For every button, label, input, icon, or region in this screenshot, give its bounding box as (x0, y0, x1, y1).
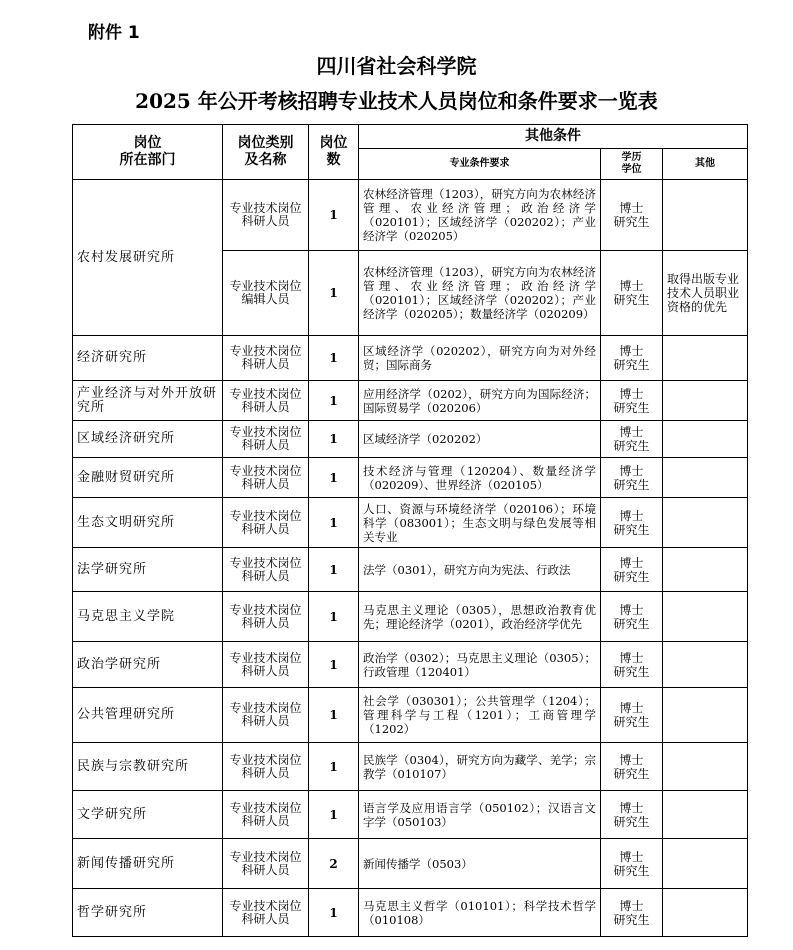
dept-cell: 民族与宗教研究所 (73, 743, 223, 791)
education-cell: 博士 研究生 (601, 791, 663, 839)
count-cell: 1 (309, 336, 359, 381)
positions-table (72, 124, 748, 937)
requirement-cell: 技术经济与管理（120204）、数量经济学（020209）、世界经济（020105） (359, 458, 601, 498)
category-cell: 专业技术岗位编辑人员 (223, 251, 309, 336)
other-cell (663, 688, 748, 743)
count-cell: 1 (309, 688, 359, 743)
document-title: 四川省社会科学院 (316, 54, 477, 78)
category-cell: 专业技术岗位科研人员 (223, 839, 309, 889)
count-cell: 2 (309, 839, 359, 889)
requirement-cell: 社会学（030301）；公共管理学（1204）；管理科学与工程（1201）；工商管理学（1202） (359, 688, 601, 743)
dept-cell: 公共管理研究所 (73, 688, 223, 743)
other-cell (663, 743, 748, 791)
table-row (73, 421, 748, 458)
other-cell (663, 381, 748, 421)
count-cell: 1 (309, 180, 359, 251)
requirement-cell: 应用经济学（0202），研究方向为国际经济；国际贸易学（020206） (359, 381, 601, 421)
table-row (73, 180, 748, 251)
requirement-cell: 新闻传播学（0503） (359, 839, 601, 889)
count-cell: 1 (309, 743, 359, 791)
dept-cell: 政治学研究所 (73, 642, 223, 688)
education-cell: 博士 研究生 (601, 839, 663, 889)
education-cell: 博士 研究生 (601, 381, 663, 421)
other-cell (663, 498, 748, 548)
other-cell (663, 180, 748, 251)
category-cell: 专业技术岗位科研人员 (223, 180, 309, 251)
requirement-cell: 区域经济学（020202） (359, 421, 601, 458)
other-cell (663, 458, 748, 498)
requirement-cell: 民族学（0304），研究方向为藏学、羌学；宗教学（010107） (359, 743, 601, 791)
dept-cell: 哲学研究所 (73, 889, 223, 937)
category-cell: 专业技术岗位科研人员 (223, 421, 309, 458)
education-cell: 博士 研究生 (601, 642, 663, 688)
education-cell: 博士 研究生 (601, 743, 663, 791)
table-row (73, 889, 748, 937)
document-subtitle: 2025 年公开考核招聘专业技术人员岗位和条件要求一览表 (135, 89, 658, 113)
education-cell: 博士 研究生 (601, 548, 663, 592)
education-cell: 博士 研究生 (601, 180, 663, 251)
header-other: 其他 (663, 149, 748, 180)
category-cell: 专业技术岗位科研人员 (223, 791, 309, 839)
table-row (73, 743, 748, 791)
count-cell: 1 (309, 592, 359, 642)
education-cell: 博士 研究生 (601, 251, 663, 336)
requirement-cell: 政治学（0302）；马克思主义理论（0305）；行政管理（120401） (359, 642, 601, 688)
education-cell: 博士 研究生 (601, 498, 663, 548)
table-row (73, 381, 748, 421)
requirement-cell: 法学（0301），研究方向为宪法、行政法 (359, 548, 601, 592)
header-education: 学历 学位 (601, 149, 663, 180)
count-cell: 1 (309, 642, 359, 688)
dept-cell: 产业经济与对外开放研究所 (73, 381, 223, 421)
education-cell: 博士 研究生 (601, 336, 663, 381)
other-cell (663, 336, 748, 381)
table-row (73, 458, 748, 498)
education-cell: 博士 研究生 (601, 688, 663, 743)
category-cell: 专业技术岗位科研人员 (223, 592, 309, 642)
requirement-cell: 马克思主义理论（0305），思想政治教育优先；理论经济学（0201），政治经济学优先 (359, 592, 601, 642)
requirement-cell: 人口、资源与环境经济学（020106）；环境科学（083001）；生态文明与绿色发展等相关专业 (359, 498, 601, 548)
header-other-conditions: 其他条件 (359, 125, 748, 149)
dept-cell: 经济研究所 (73, 336, 223, 381)
count-cell: 1 (309, 791, 359, 839)
requirement-cell: 语言学及应用语言学（050102）；汉语言文字学（050103） (359, 791, 601, 839)
header-category: 岗位类别 及名称 (223, 125, 309, 180)
dept-cell: 文学研究所 (73, 791, 223, 839)
education-cell: 博士 研究生 (601, 592, 663, 642)
other-cell (663, 791, 748, 839)
attachment-label: 附件 1 (88, 23, 140, 43)
category-cell: 专业技术岗位科研人员 (223, 889, 309, 937)
requirement-cell: 区域经济学（020202），研究方向为对外经贸；国际商务 (359, 336, 601, 381)
count-cell: 1 (309, 458, 359, 498)
category-cell: 专业技术岗位科研人员 (223, 336, 309, 381)
category-cell: 专业技术岗位科研人员 (223, 498, 309, 548)
count-cell: 1 (309, 251, 359, 336)
requirement-cell: 马克思主义哲学（010101）；科学技术哲学（010108） (359, 889, 601, 937)
table-row (73, 791, 748, 839)
other-cell (663, 642, 748, 688)
dept-cell: 区域经济研究所 (73, 421, 223, 458)
count-cell: 1 (309, 381, 359, 421)
table-row (73, 336, 748, 381)
table-row (73, 642, 748, 688)
count-cell: 1 (309, 548, 359, 592)
other-cell (663, 889, 748, 937)
education-cell: 博士 研究生 (601, 458, 663, 498)
dept-cell: 农村发展研究所 (73, 180, 223, 336)
education-cell: 博士 研究生 (601, 889, 663, 937)
category-cell: 专业技术岗位科研人员 (223, 688, 309, 743)
dept-cell: 金融财贸研究所 (73, 458, 223, 498)
count-cell: 1 (309, 498, 359, 548)
header-count: 岗位 数 (309, 125, 359, 180)
category-cell: 专业技术岗位科研人员 (223, 642, 309, 688)
header-dept: 岗位 所在部门 (73, 125, 223, 180)
dept-cell: 法学研究所 (73, 548, 223, 592)
dept-cell: 生态文明研究所 (73, 498, 223, 548)
dept-cell: 马克思主义学院 (73, 592, 223, 642)
category-cell: 专业技术岗位科研人员 (223, 458, 309, 498)
table-row (73, 688, 748, 743)
category-cell: 专业技术岗位科研人员 (223, 743, 309, 791)
other-cell: 取得出版专业技术人员职业资格的优先 (663, 251, 748, 336)
table-row (73, 592, 748, 642)
table-row (73, 498, 748, 548)
requirement-cell: 农林经济管理（1203），研究方向为农林经济管理、农业经济管理；政治经济学（020101）；区域经济学（020202）；产业经济学（020205） (359, 180, 601, 251)
table-row (73, 839, 748, 889)
other-cell (663, 592, 748, 642)
category-cell: 专业技术岗位科研人员 (223, 548, 309, 592)
count-cell: 1 (309, 421, 359, 458)
requirement-cell: 农林经济管理（1203），研究方向为农林经济管理、农业经济管理；政治经济学（020101）；区域经济学（020202）；产业经济学（020205）；数量经济学（020209） (359, 251, 601, 336)
education-cell: 博士 研究生 (601, 421, 663, 458)
other-cell (663, 421, 748, 458)
category-cell: 专业技术岗位科研人员 (223, 381, 309, 421)
other-cell (663, 548, 748, 592)
table-row (73, 548, 748, 592)
count-cell: 1 (309, 889, 359, 937)
dept-cell: 新闻传播研究所 (73, 839, 223, 889)
header-major-req: 专业条件要求 (359, 149, 601, 180)
other-cell (663, 839, 748, 889)
